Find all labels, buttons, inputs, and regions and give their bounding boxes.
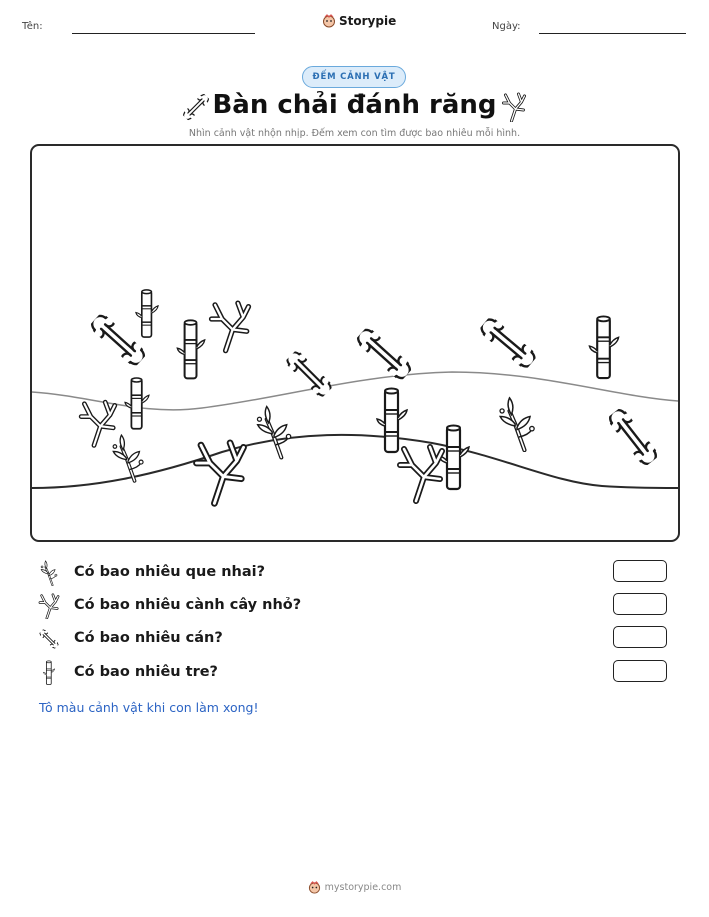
bone xyxy=(352,323,417,385)
question-row xyxy=(38,626,678,652)
page-title: Bàn chải đánh răng xyxy=(212,90,497,120)
twig-icon xyxy=(38,560,60,586)
twig xyxy=(500,398,534,450)
bamboo xyxy=(377,389,407,453)
category-badge: ĐẾM CẢNH VẬT xyxy=(302,66,406,88)
bone xyxy=(475,313,541,374)
question-row xyxy=(38,593,678,619)
bamboo xyxy=(589,316,618,378)
date-line[interactable] xyxy=(539,33,686,34)
instructions: Nhìn cảnh vật nhộn nhịp. Đếm xem con tìm được bao nhiêu mỗi hình. xyxy=(188,128,521,139)
coloring-note: Tô màu cảnh vật khi con làm xong! xyxy=(39,700,259,715)
date-label: Ngày: xyxy=(492,21,521,32)
question-text: Có bao nhiêu cành cây nhỏ? xyxy=(74,597,302,613)
name-line[interactable] xyxy=(72,33,255,34)
answer-box[interactable] xyxy=(613,626,667,648)
branch-icon xyxy=(38,593,60,619)
answer-box[interactable] xyxy=(613,593,667,615)
question-text: Có bao nhiêu que nhai? xyxy=(74,564,266,580)
question-row xyxy=(38,560,678,586)
branch xyxy=(81,402,115,445)
footer-site[interactable]: mystorypie.com xyxy=(324,882,402,893)
bone-icon xyxy=(38,626,60,652)
bone xyxy=(86,309,151,371)
footer xyxy=(0,881,709,894)
question-text: Có bao nhiêu tre? xyxy=(74,664,218,680)
answer-box[interactable] xyxy=(613,660,667,682)
twig xyxy=(113,435,143,481)
twig xyxy=(257,407,290,458)
bamboo xyxy=(136,290,158,337)
bamboo xyxy=(177,320,204,378)
answer-box[interactable] xyxy=(613,560,667,582)
bamboo xyxy=(125,378,149,429)
brand-logo xyxy=(322,14,396,28)
bone xyxy=(603,404,663,470)
scene-illustration xyxy=(32,146,678,540)
question-text: Có bao nhiêu cán? xyxy=(74,630,223,646)
brand-name: Storypie xyxy=(339,14,397,28)
branch xyxy=(212,303,249,351)
name-label: Tên: xyxy=(22,21,43,32)
storypie-footer-icon xyxy=(308,881,321,894)
branch xyxy=(400,447,442,501)
bamboo xyxy=(439,426,469,490)
counting-scene xyxy=(30,144,680,542)
branch-title-icon xyxy=(501,92,527,122)
storypie-logo-icon xyxy=(322,14,336,28)
question-row xyxy=(38,660,678,686)
bamboo-icon xyxy=(38,660,60,686)
